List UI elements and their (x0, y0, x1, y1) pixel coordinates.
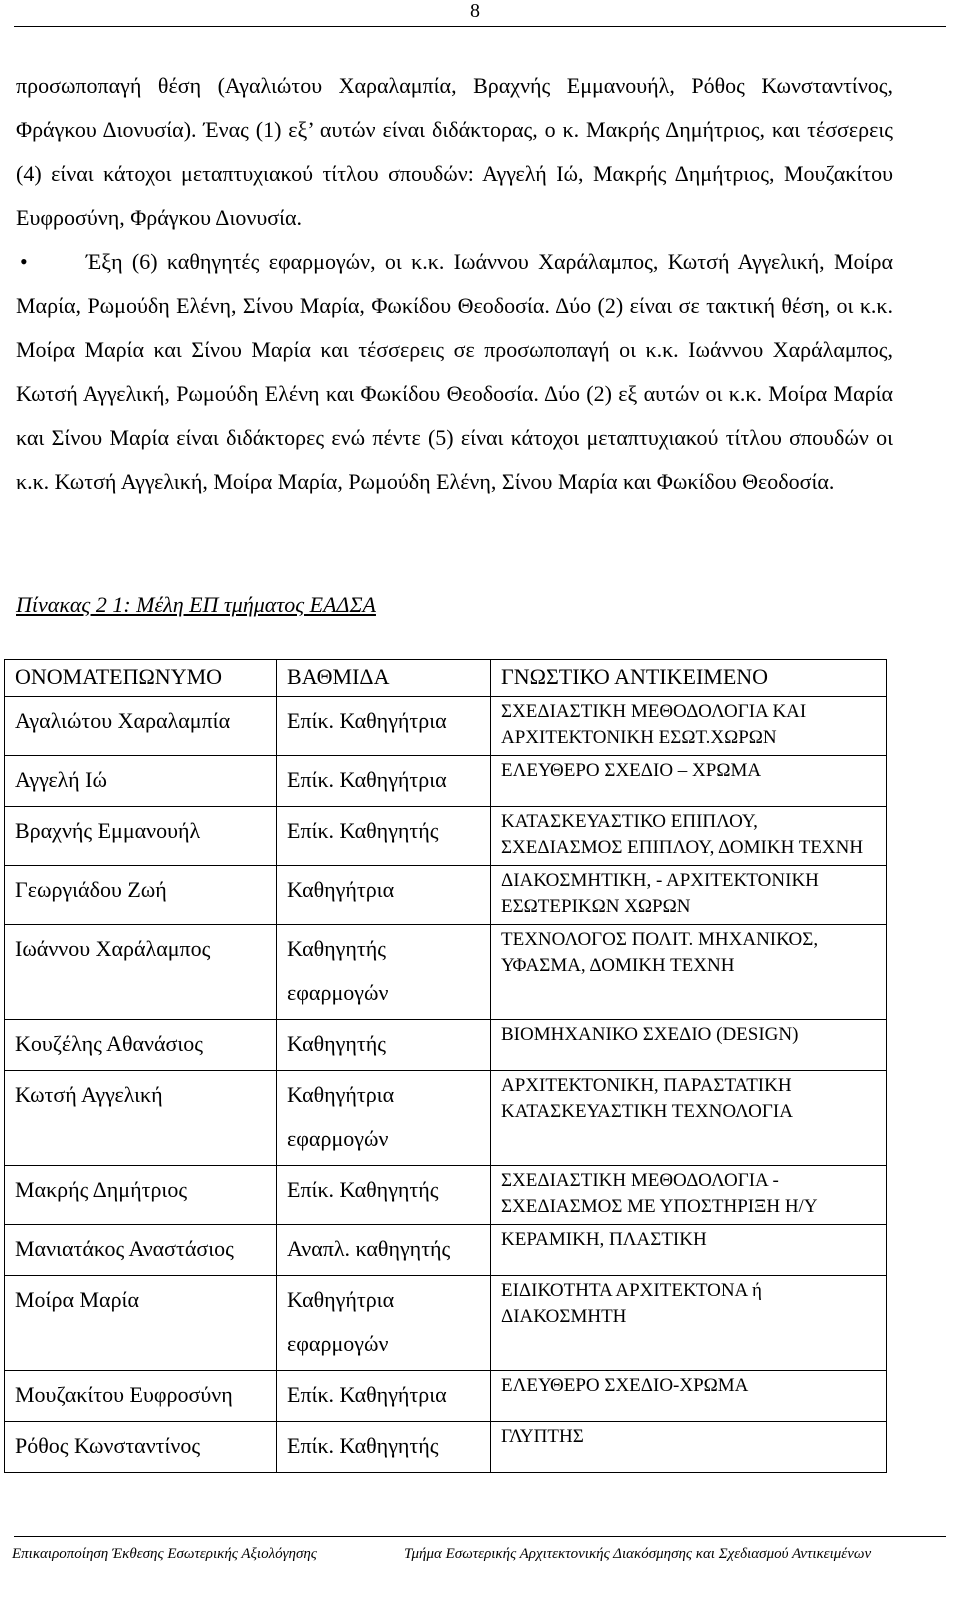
table-row (5, 1225, 887, 1276)
cell-rank: Καθηγήτρια (277, 866, 491, 925)
cell-name: Ιωάννου Χαράλαμπος (5, 925, 277, 1020)
text-line: Αγγελή Ιώ, Μακρής Δημήτριος, Μουζακίτου Ευφροσύνη, Φράγκου Διονυσία. (16, 161, 893, 230)
cell-name: Μακρής Δημήτριος (5, 1166, 277, 1225)
cell-rank: Επίκ. Καθηγητής (277, 807, 491, 866)
cell-name: Μοίρα Μαρία (5, 1276, 277, 1371)
cell-subject: ΕΛΕΥΘΕΡΟ ΣΧΕΔΙΟ-ΧΡΩΜΑ (491, 1371, 887, 1422)
table-row (5, 1166, 887, 1225)
cell-subject: ΣΧΕΔΙΑΣΤΙΚΗ ΜΕΘΟΔΟΛΟΓΙΑ - ΣΧΕΔΙΑΣΜΟΣ ΜΕ ΥΠΟΣΤΗΡΙΞΗ Η/Υ (491, 1166, 887, 1225)
header-name: ΟΝΟΜΑΤΕΠΩΝΥΜΟ (5, 660, 277, 697)
cell-name: Κωτσή Αγγελική (5, 1071, 277, 1166)
table-row (5, 807, 887, 866)
cell-name: Αγγελή Ιώ (5, 756, 277, 807)
cell-rank: Καθηγητής εφαρμογών (277, 925, 491, 1020)
table-row (5, 1276, 887, 1371)
header-rank: ΒΑΘΜΙΔΑ (277, 660, 491, 697)
cell-subject: ΕΙΔΙΚΟΤΗΤΑ ΑΡΧΙΤΕΚΤΟΝΑ ή ΔΙΑΚΟΣΜΗΤΗ (491, 1276, 887, 1371)
cell-rank: Επίκ. Καθηγήτρια (277, 756, 491, 807)
cell-rank: Επίκ. Καθηγητής (277, 1166, 491, 1225)
body-text (16, 64, 893, 504)
text-line: Φωκίδου Θεοδοσία. Δύο (2) εξ αυτών οι κ.κ. Μοίρα Μαρία και Σίνου Μαρία είναι (16, 381, 894, 450)
bullet-paragraph (16, 240, 893, 504)
cell-subject: ΓΛΥΠΤΗΣ (491, 1422, 887, 1473)
cell-subject: ΒΙΟΜΗΧΑΝΙΚΟ ΣΧΕΔΙΟ (DESIGN) (491, 1020, 887, 1071)
cell-name: Βραχνής Εμμανουήλ (5, 807, 277, 866)
table-row (5, 697, 887, 756)
cell-subject: ΚΕΡΑΜΙΚΗ, ΠΛΑΣΤΙΚΗ (491, 1225, 887, 1276)
cell-subject: ΑΡΧΙΤΕΚΤΟΝΙΚΗ, ΠΑΡΑΣΤΑΤΙΚΗ ΚΑΤΑΣΚΕΥΑΣΤΙΚΗ ΤΕΧΝΟΛΟΓΙΑ (491, 1071, 887, 1166)
text-line: προσωποπαγή οι κ.κ. Ιωάννου Χαράλαμπος, Κωτσή Αγγελική, Ρωμούδη Ελένη και (16, 337, 893, 406)
text-line: Κωνσταντίνος, Φράγκου Διονυσία). Ένας (1) εξ’ αυτών είναι διδάκτορας, ο κ. (16, 73, 894, 142)
header-rule (14, 26, 946, 27)
page-number: 8 (470, 0, 480, 22)
table-caption: Πίνακας 2 1: Μέλη ΕΠ τμήματος ΕΑΔΣΑ (16, 592, 376, 617)
table-header-row (5, 660, 887, 697)
cell-name: Ρόθος Κωνσταντίνος (5, 1422, 277, 1473)
text-line: Έξη (6) καθηγητές εφαρμογών, οι κ.κ. Ιωάννου Χαράλαμπος, Κωτσή (86, 249, 730, 274)
footer-document-title: Επικαιροποίηση Έκθεσης Εσωτερικής Αξιολόγησης (12, 1546, 317, 1562)
table-row (5, 1371, 887, 1422)
cell-rank: Επίκ. Καθηγήτρια (277, 697, 491, 756)
table-row (5, 925, 887, 1020)
table-row (5, 866, 887, 925)
header-subject: ΓΝΩΣΤΙΚΟ ΑΝΤΙΚΕΙΜΕΝΟ (491, 660, 887, 697)
cell-rank: Αναπλ. καθηγητής (277, 1225, 491, 1276)
cell-name: Μανιατάκος Αναστάσιος (5, 1225, 277, 1276)
text-line: διδάκτορες ενώ πέντε (5) είναι κάτοχοι μεταπτυχιακού τίτλου σπουδών οι κ.κ. Κωτσή (16, 425, 893, 494)
footer-rule (14, 1536, 946, 1537)
cell-subject: ΣΧΕΔΙΑΣΤΙΚΗ ΜΕΘΟΔΟΛΟΓΙΑ ΚΑΙ ΑΡΧΙΤΕΚΤΟΝΙΚΗ ΕΣΩΤ.ΧΩΡΩΝ (491, 697, 887, 756)
cell-subject: ΕΛΕΥΘΕΡΟ ΣΧΕΔΙΟ – ΧΡΩΜΑ (491, 756, 887, 807)
text-line: Μακρής Δημήτριος, και τέσσερεις (4) είναι κάτοχοι μεταπτυχιακού τίτλου σπουδών: (16, 117, 894, 186)
cell-rank: Καθηγήτρια εφαρμογών (277, 1071, 491, 1166)
footer-department: Τμήμα Εσωτερικής Αρχιτεκτονικής Διακόσμησης και Σχεδιασμού Αντικειμένων (404, 1546, 872, 1562)
cell-name: Αγαλιώτου Χαραλαμπία (5, 697, 277, 756)
text-line: Αγγελική, Μοίρα Μαρία, Ρωμούδη Ελένη, Σίνου Μαρία και Φωκίδου Θεοδοσία. (120, 469, 835, 494)
cell-name: Γεωργιάδου Ζωή (5, 866, 277, 925)
cell-subject: ΔΙΑΚΟΣΜΗΤΙΚΗ, - ΑΡΧΙΤΕΚΤΟΝΙΚΗ ΕΣΩΤΕΡΙΚΩΝ ΧΩΡΩΝ (491, 866, 887, 925)
cell-subject: ΚΑΤΑΣΚΕΥΑΣΤΙΚΟ ΕΠΙΠΛΟΥ, ΣΧΕΔΙΑΣΜΟΣ ΕΠΙΠΛΟΥ, ΔΟΜΙΚΗ ΤΕΧΝΗ (491, 807, 887, 866)
cell-rank: Επίκ. Καθηγητής (277, 1422, 491, 1473)
cell-rank: Επίκ. Καθηγήτρια (277, 1371, 491, 1422)
bullet-icon: • (20, 249, 28, 274)
table-row (5, 1422, 887, 1473)
text-line: είναι σε τακτική θέση, οι κ.κ. Μοίρα Μαρία και Σίνου Μαρία και τέσσερεις σε (16, 293, 893, 362)
cell-subject: ΤΕΧΝΟΛΟΓΟΣ ΠΟΛΙΤ. ΜΗΧΑΝΙΚΟΣ, ΥΦΑΣΜΑ, ΔΟΜΙΚΗ ΤΕΧΝΗ (491, 925, 887, 1020)
table-row (5, 756, 887, 807)
cell-name: Μουζακίτου Ευφροσύνη (5, 1371, 277, 1422)
table-row (5, 1020, 887, 1071)
cell-rank: Καθηγητής (277, 1020, 491, 1071)
text-line: Αγγελική, Μοίρα Μαρία, Ρωμούδη Ελένη, Σίνου Μαρία, Φωκίδου Θεοδοσία. Δύο (2) (16, 249, 893, 318)
paragraph-1 (16, 64, 893, 240)
cell-name: Κουζέλης Αθανάσιος (5, 1020, 277, 1071)
faculty-table (4, 659, 887, 1473)
table-row (5, 1071, 887, 1166)
text-line: προσωποπαγή θέση (Αγαλιώτου Χαραλαμπία, Βραχνής Εμμανουήλ, Ρόθος (16, 73, 745, 98)
cell-rank: Καθηγήτρια εφαρμογών (277, 1276, 491, 1371)
